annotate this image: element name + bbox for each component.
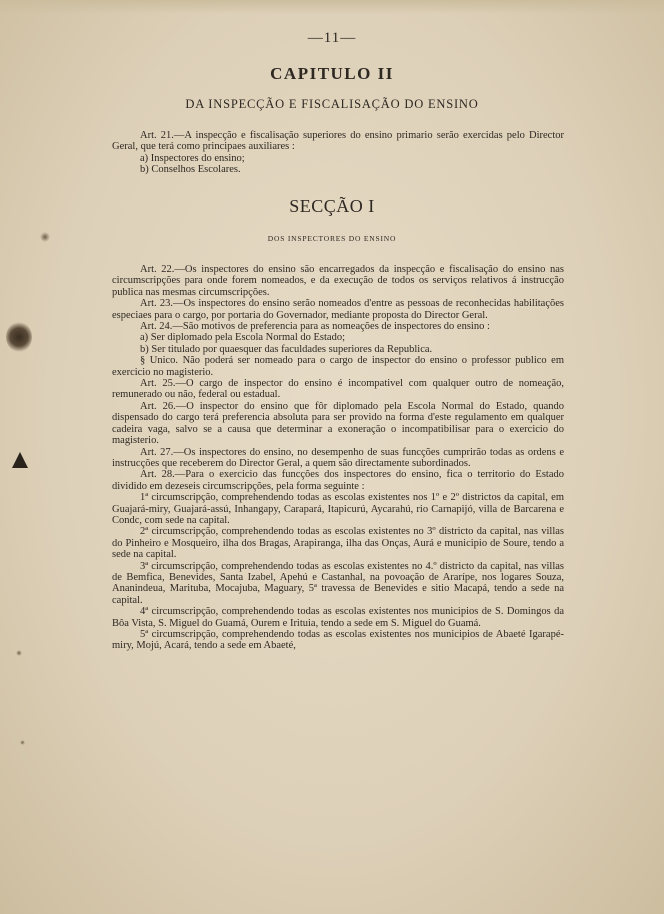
- ink-stain: [6, 322, 32, 352]
- chapter-subtitle: DA INSPECÇÃO E FISCALISAÇÃO DO ENSINO: [185, 97, 479, 111]
- page-edge-shadow: [0, 0, 664, 14]
- intro-item-b: b) Conselhos Escolares.: [140, 164, 241, 176]
- article-27: Art. 27.—Os inspectores do ensino, no desempenho de suas funcções cumprirão todas as ordens e instrucções que receberem do Director Geral, a quem são directamente subordinados.: [112, 446, 564, 469]
- circumscription-2: 2ª circumscripção, comprehendendo todas as escolas existentes no 3º districto da capital, nas villas do Pinheiro e Mosqueiro, ilha dos Bragas, Arapiranga, ilha das Onças, Aurá e municipio de Soure, tendo a sede na capital.: [112, 526, 564, 561]
- section-subtitle: DOS INSPECTORES DO ENSINO: [267, 234, 397, 243]
- article-22: Art. 22.—Os inspectores do ensino são encarregados da inspecção e fiscalisação do ensino nas circumscripções para onde forem nomeados, e da execução de todos os serviços relativos á instrucção publica nas mesmas circumscripções.: [112, 264, 564, 298]
- intro-item-a: a) Inspectores do ensino;: [140, 152, 245, 164]
- circumscription-3: 3ª circumscripção, comprehendendo todas as escolas existentes no 4.º districto da capital, nas villas de Bemfica, Benevides, Santa Izabel, Apehú e Castanhal, na povoação de Ararípe, nos logares Souza, Ananindeua, Marituba, Mocajuba, Maguary, 5ª travessa de Benevides e sitio Macapá, tendo a sede na capital.: [112, 560, 564, 606]
- ink-stain: [12, 452, 28, 468]
- article-21: Art. 21.—A inspecção e fiscalisação superiores do ensino primario serão exercidas pelo Director Geral, que terá como principaes auxiliares :: [112, 130, 564, 153]
- article-23: Art. 23.—Os inspectores do ensino serão nomeados d'entre as pessoas de reconhecidas habilitações especiaes para o cargo, por portaria do Governador, mediante proposta do Director Geral.: [112, 298, 564, 321]
- article-26: Art. 26.—O inspector do ensino que fôr diplomado pela Escola Normal do Estado, quando dispensado do cargo terá preferencia absoluta para ser provido na forma d'este regulamento em qualquer cadeira vaga, salvo se a causa que determinar a exoneração o incompatibilisar para o exercicio do magisterio.: [112, 400, 564, 447]
- page-number: —11—: [307, 30, 357, 46]
- chapter-title: CAPITULO II: [270, 64, 394, 83]
- circumscription-4: 4ª circumscripção, comprehendendo todas as escolas existentes nos municipios de S. Domingos da Bôa Vista, S. Miguel do Guamá, Ourem e Irituia, tendo a sede em S. Miguel do Guamá.: [112, 606, 564, 629]
- article-25: Art. 25.—O cargo de inspector do ensino é incompativel com qualquer outro de nomeação, remunerado ou não, federal ou estadual.: [112, 378, 564, 401]
- article-24-item-a: a) Ser diplomado pela Escola Normal do Estado;: [140, 332, 345, 344]
- circumscription-1: 1ª circumscripção, comprehendendo todas as escolas existentes nos 1º e 2º districtos da capital, em Guajará-miry, Guajará-assú, Inhangapy, Carapará, Itapicurú, Aycarahú, rio Carnapijó, villa de Barcarena e Condc, com sede na capital.: [112, 492, 564, 526]
- paragraph-unico: § Unico. Não poderá ser nomeado para o cargo de inspector do ensino o professor publico em exercicio no magisterio.: [112, 355, 564, 378]
- articles-block: [112, 264, 564, 652]
- ink-spot: [20, 740, 25, 745]
- section-title: SECÇÃO I: [289, 196, 375, 216]
- article-24-item-b: b) Ser titulado por quaesquer das faculdades superiores da Republica.: [140, 343, 433, 355]
- ink-spot: [16, 650, 22, 656]
- article-28: Art. 28.—Para o exercicio das funcções dos inspectores do ensino, fica o territorio do Estado dividido em dezeseis circumscripções, pela forma seguinte :: [112, 469, 564, 492]
- intro-block: [112, 130, 564, 176]
- circumscription-5: 5ª circumscripção, comprehendendo todas as escolas existentes nos municipios de Abaeté Igarapé-miry, Mojú, Acará, tendo a sede em Abaeté,: [112, 629, 564, 652]
- article-24: Art. 24.—São motivos de preferencia para as nomeações de inspectores do ensino :: [140, 321, 490, 333]
